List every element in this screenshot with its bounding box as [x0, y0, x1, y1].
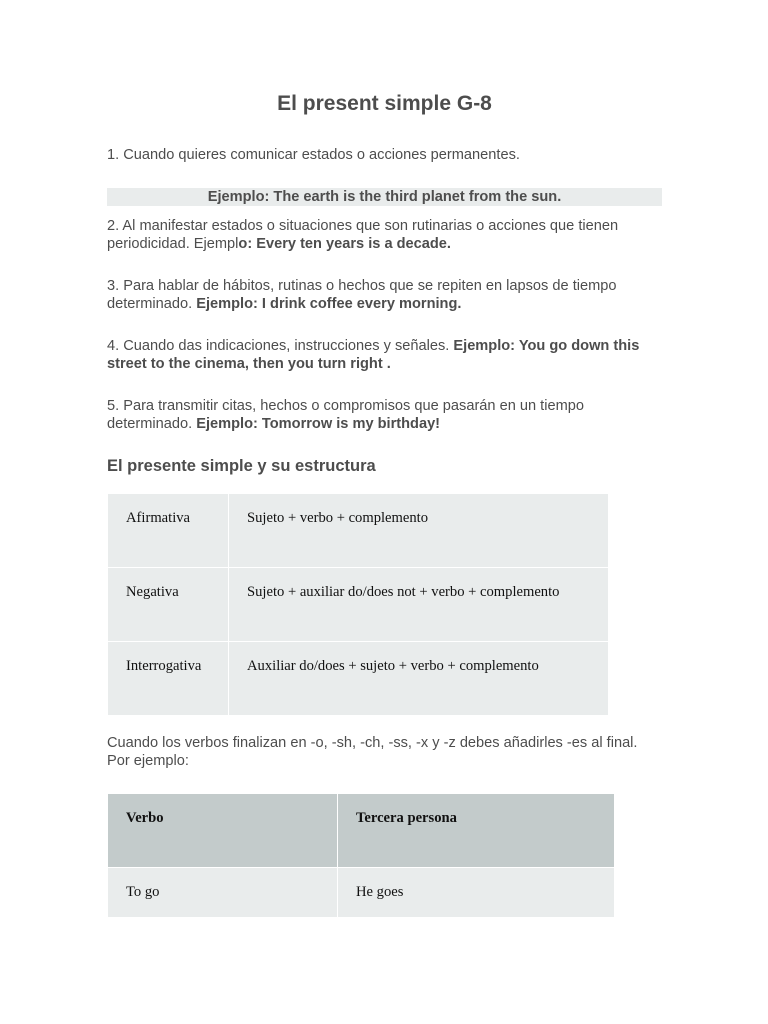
table-header-row: [108, 794, 615, 868]
point-4-example: Ejemplo: You go down this street to the cinema, then you turn right .: [107, 338, 640, 372]
structure-table: [107, 493, 609, 716]
point-3-text: 3. Para hablar de hábitos, rutinas o hechos que se repiten en lapsos de tiempo determinado.: [107, 278, 617, 312]
third-person-cell: He goes: [338, 868, 615, 918]
table-row: [108, 568, 609, 642]
point-2: [107, 217, 662, 253]
point-3: [107, 277, 662, 313]
verb-cell: To go: [108, 868, 338, 918]
structure-type-cell: Afirmativa: [108, 494, 229, 568]
point-5: [107, 397, 662, 433]
point-5-example: Ejemplo: Tomorrow is my birthday!: [196, 416, 441, 432]
structure-formula-cell: Sujeto + verbo + complemento: [229, 494, 609, 568]
example-highlight: Ejemplo: The earth is the third planet from the sun.: [107, 188, 662, 206]
point-2-example: o: Every ten years is a decade.: [238, 236, 451, 252]
structure-heading: El presente simple y su estructura: [107, 457, 376, 475]
structure-formula-cell: Sujeto + auxiliar do/does not + verbo + complemento: [229, 568, 609, 642]
table-row: [108, 642, 609, 716]
point-3-example: Ejemplo: I drink coffee every morning.: [196, 296, 462, 312]
point-2-text: 2. Al manifestar estados o situaciones que son rutinarias o acciones que tienen periodicidad. Ejempl: [107, 218, 619, 252]
table-row: [108, 494, 609, 568]
structure-formula-cell: Auxiliar do/does + sujeto + verbo + complemento: [229, 642, 609, 716]
page-title: El present simple G-8: [277, 92, 492, 115]
third-person-column-header: Tercera persona: [338, 794, 615, 868]
intro-paragraph: 1. Cuando quieres comunicar estados o acciones permanentes.: [107, 147, 520, 163]
table-row: [108, 868, 615, 918]
structure-type-cell: Negativa: [108, 568, 229, 642]
structure-type-cell: Interrogativa: [108, 642, 229, 716]
point-4: [107, 337, 662, 373]
point-4-text: 4. Cuando das indicaciones, instrucciones y señales.: [107, 338, 454, 354]
verb-table: [107, 793, 615, 918]
verb-column-header: Verbo: [108, 794, 338, 868]
es-rule-paragraph: Cuando los verbos finalizan en -o, -sh, -ch, -ss, -x y -z debes añadirles -es al final. Por ejemplo:: [107, 735, 638, 769]
point-5-text: 5. Para transmitir citas, hechos o compromisos que pasarán en un tiempo determinado.: [107, 398, 584, 432]
